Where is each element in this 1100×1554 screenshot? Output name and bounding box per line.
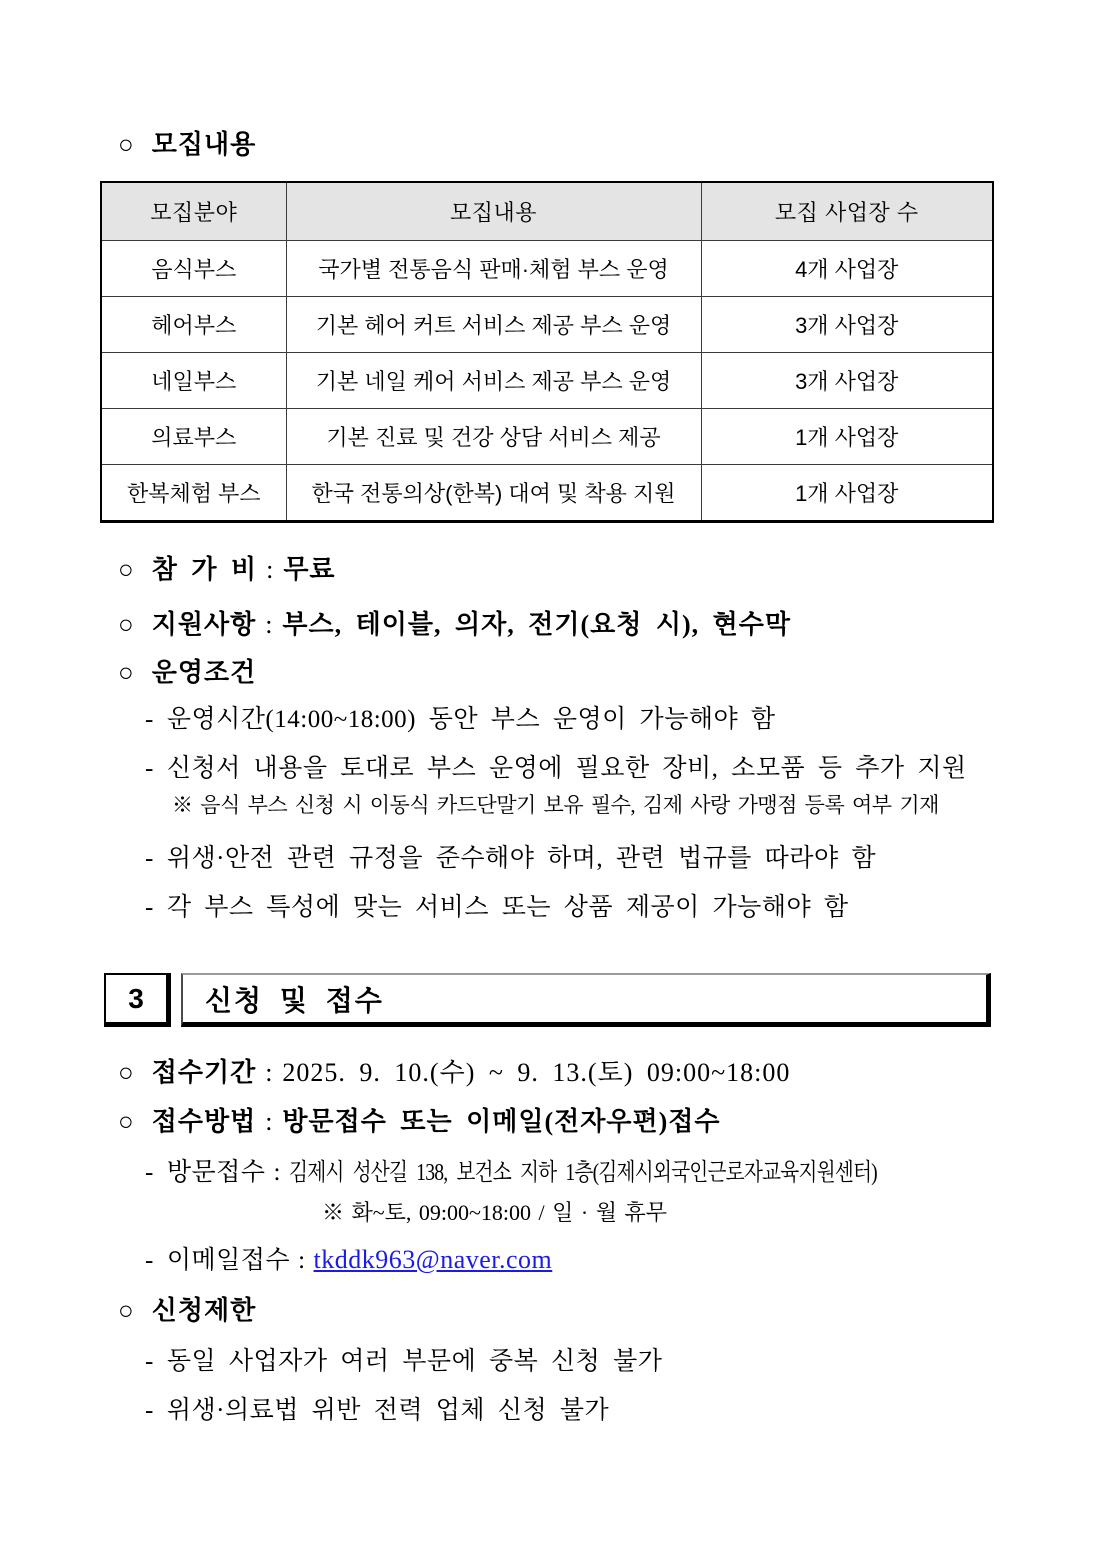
visit-label: 방문접수 [166,1159,266,1186]
fee-value: 무료 [283,555,336,584]
table-row [101,297,993,353]
method-value: 방문접수 또는 이메일(전자우편)접수 [282,1107,721,1136]
table-row [101,353,993,409]
section-number-box [104,973,171,1027]
colon-separator: : [265,1107,274,1136]
table-cell: 3개 사업장 [701,353,993,409]
table-cell: 1개 사업장 [701,465,993,522]
table-row [101,241,993,297]
condition-text: 위생·안전 관련 규정을 준수해야 하며, 관련 법규를 따라야 함 [166,845,877,872]
circle-bullet: ○ [118,555,135,584]
recruit-heading [118,124,256,161]
support-line [118,604,791,641]
table-row [101,409,993,465]
condition-item [145,748,967,784]
limit-item [145,1341,662,1377]
conditions-heading-label: 운영조건 [151,658,257,687]
circle-bullet: ○ [118,1058,135,1087]
support-label: 지원사항 [151,610,257,639]
limit-heading [118,1290,256,1327]
dash-bullet: - [145,1397,154,1424]
condition-item [145,699,776,735]
section-number: 3 [128,982,144,1014]
visit-address: 김제시 성산길 138, 보건소 지하 1층(김제시외국인근로자교육지원센터) [288,1160,877,1186]
condition-text: 각 부스 특성에 맞는 서비스 또는 상품 제공이 가능해야 함 [166,894,849,921]
table-cell: 헤어부스 [101,297,286,353]
header-count: 모집 사업장 수 [701,182,993,241]
table-row [101,465,993,522]
circle-bullet: ○ [118,610,135,639]
condition-item [145,838,876,874]
limit-text: 동일 사업자가 여러 부문에 중복 신청 불가 [166,1348,663,1375]
colon-separator: : [265,1058,274,1087]
header-field: 모집분야 [101,182,286,241]
table-cell: 의료부스 [101,409,286,465]
table-cell: 음식부스 [101,241,286,297]
table-cell: 한복체험 부스 [101,465,286,522]
colon-separator: : [265,610,274,639]
conditions-heading [118,652,256,689]
colon-separator: : [273,1159,281,1186]
email-address-link[interactable]: tkddk963@naver.com [313,1245,553,1274]
dash-bullet: - [145,1247,154,1274]
visit-hours-note: ※ 화~토, 09:00~18:00 / 일 · 월 휴무 [322,1200,667,1225]
condition-item [145,887,849,923]
fee-line [118,549,336,586]
dash-bullet: - [145,1348,154,1375]
colon-separator: : [298,1247,306,1274]
support-value: 부스, 테이블, 의자, 전기(요청 시), 현수막 [282,610,791,639]
email-label: 이메일접수 [166,1247,291,1274]
table-cell: 기본 헤어 커트 서비스 제공 부스 운영 [286,297,701,353]
period-line [118,1052,790,1089]
table-cell: 1개 사업장 [701,409,993,465]
food-booth-note: ※ 음식 부스 신청 시 이동식 카드단말기 보유 필수, 김제 사랑 가맹점 등록 여부 기재 [172,793,939,817]
table-cell: 4개 사업장 [701,241,993,297]
dash-bullet: - [145,845,154,872]
dash-bullet: - [145,894,154,921]
circle-bullet: ○ [118,130,135,159]
period-label: 접수기간 [151,1058,257,1087]
dash-bullet: - [145,755,154,782]
table-cell: 3개 사업장 [701,297,993,353]
section-title: 신청 및 접수 [205,984,384,1016]
circle-bullet: ○ [118,1107,135,1136]
table-header-row [101,182,993,241]
limit-text: 위생·의료법 위반 전력 업체 신청 불가 [166,1397,610,1424]
condition-text: 신청서 내용을 토대로 부스 운영에 필요한 장비, 소모품 등 추가 지원 [166,755,967,782]
colon-separator: : [266,555,275,584]
header-desc: 모집내용 [286,182,701,241]
email-line [145,1240,552,1276]
circle-bullet: ○ [118,658,135,687]
booth-table [100,181,994,523]
method-line [118,1101,720,1138]
dash-bullet: - [145,706,154,733]
visit-line [145,1152,1006,1188]
period-value: 2025. 9. 10.(수) ~ 9. 13.(토) 09:00~18:00 [282,1058,791,1087]
table-cell: 네일부스 [101,353,286,409]
limit-heading-label: 신청제한 [151,1296,257,1325]
condition-text: 운영시간(14:00~18:00) 동안 부스 운영이 가능해야 함 [166,706,776,733]
section-title-box [181,973,991,1027]
table-cell: 국가별 전통음식 판매·체험 부스 운영 [286,241,701,297]
dash-bullet: - [145,1159,154,1186]
recruit-heading-label: 모집내용 [151,130,257,159]
circle-bullet: ○ [118,1296,135,1325]
table-cell: 한국 전통의상(한복) 대여 및 착용 지원 [286,465,701,522]
table-cell: 기본 네일 케어 서비스 제공 부스 운영 [286,353,701,409]
table-cell: 기본 진료 및 건강 상담 서비스 제공 [286,409,701,465]
fee-label: 참 가 비 [151,555,258,584]
method-label: 접수방법 [151,1107,257,1136]
limit-item [145,1390,609,1426]
